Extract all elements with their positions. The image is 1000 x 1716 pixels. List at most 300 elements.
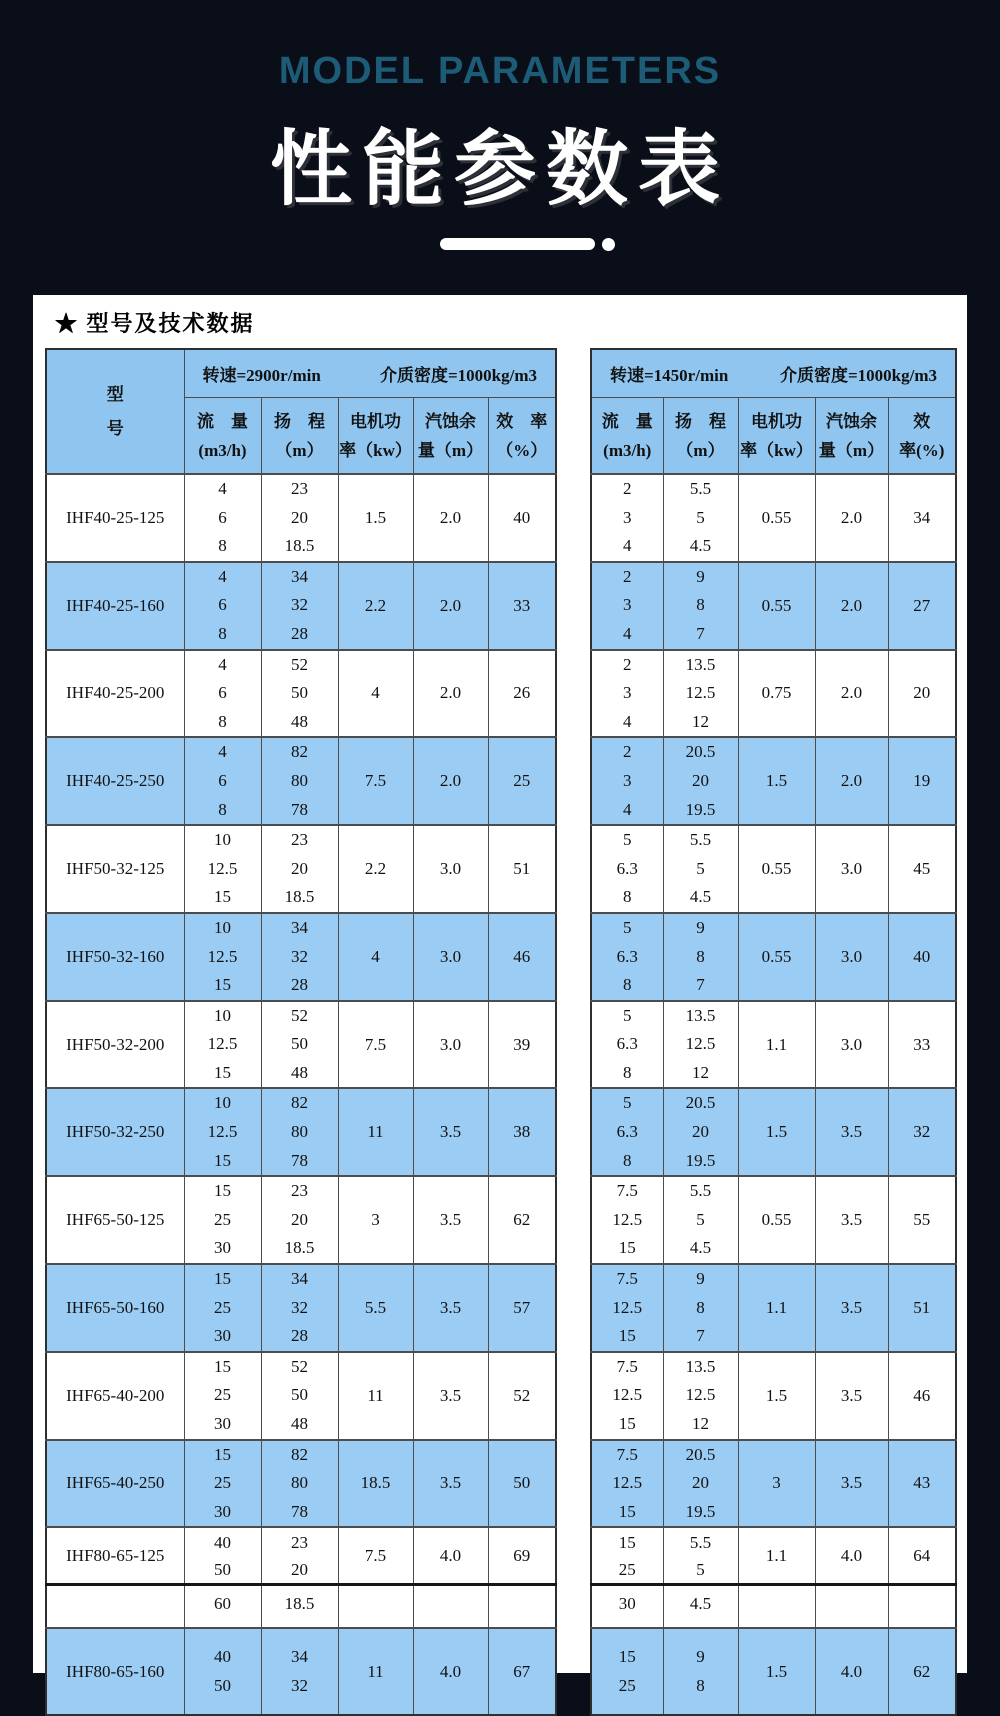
table-row — [46, 1176, 556, 1264]
model-cell: IHF50-32-250 — [46, 1088, 184, 1176]
table-row — [46, 913, 556, 1001]
flow-value: 15 — [618, 1414, 636, 1433]
head-value: 82 — [291, 742, 308, 762]
power-cell — [338, 1584, 413, 1628]
flow-value: 12.5 — [612, 1297, 643, 1317]
flow-value: 7.5 — [616, 1269, 638, 1289]
head-cell — [663, 913, 738, 1001]
head-cell — [261, 913, 338, 1001]
head-value: 48 — [291, 1414, 308, 1433]
flow-value: 25 — [618, 1675, 636, 1695]
head-cell — [663, 737, 738, 825]
model-cell: IHF80-65-125 — [46, 1527, 184, 1584]
npsh-cell: 2.0 — [413, 650, 488, 738]
table-row — [591, 737, 956, 825]
flow-value: 7.5 — [616, 1181, 638, 1201]
flow-cell — [591, 737, 663, 825]
table-row — [591, 1440, 956, 1528]
model-cell: IHF80-65-160 — [46, 1628, 184, 1715]
flow-value: 5 — [623, 1093, 632, 1113]
flow-cell — [591, 1001, 663, 1089]
head-value: 18.5 — [284, 536, 315, 556]
head-value: 13.5 — [685, 1005, 716, 1025]
flow-value: 15 — [618, 1647, 636, 1667]
column-header: 汽蚀余 量（m） — [815, 398, 888, 475]
npsh-cell: 3.5 — [815, 1352, 888, 1440]
flow-value: 15 — [214, 887, 231, 907]
power-cell: 11 — [338, 1352, 413, 1440]
npsh-cell: 3.5 — [413, 1440, 488, 1528]
npsh-cell: 3.5 — [413, 1352, 488, 1440]
flow-value: 15 — [618, 1501, 636, 1521]
power-cell: 1.5 — [738, 737, 815, 825]
head-value: 23 — [291, 1532, 308, 1552]
head-value: 12 — [692, 1062, 709, 1082]
flow-value: 3 — [623, 507, 632, 527]
head-cell — [663, 825, 738, 913]
head-value: 50 — [291, 1034, 308, 1054]
head-cell — [663, 562, 738, 650]
head-value: 13.5 — [685, 654, 716, 674]
table-row — [591, 1352, 956, 1440]
efficiency-cell: 19 — [888, 737, 956, 825]
flow-cell — [184, 913, 261, 1001]
head-value: 9 — [696, 917, 705, 937]
column-header: 电机功 率（kw） — [738, 398, 815, 475]
head-cell — [663, 1628, 738, 1715]
efficiency-cell: 32 — [888, 1088, 956, 1176]
power-cell: 0.55 — [738, 1176, 815, 1264]
npsh-cell: 3.0 — [413, 1001, 488, 1089]
head-value: 52 — [291, 654, 308, 674]
efficiency-cell: 43 — [888, 1440, 956, 1528]
head-cell — [663, 1176, 738, 1264]
flow-value: 2 — [623, 479, 632, 498]
efficiency-cell: 69 — [488, 1527, 556, 1584]
npsh-cell: 2.0 — [815, 737, 888, 825]
power-cell: 1.5 — [738, 1088, 815, 1176]
flow-value: 30 — [214, 1326, 231, 1346]
head-value: 28 — [291, 975, 308, 995]
head-cell — [261, 1264, 338, 1352]
head-value: 82 — [291, 1444, 308, 1464]
flow-cell — [591, 650, 663, 738]
flow-value: 6 — [218, 595, 227, 615]
column-header: 流 量 (m3/h) — [591, 398, 663, 475]
table-row — [46, 1440, 556, 1528]
flow-cell — [591, 1176, 663, 1264]
power-cell: 4 — [338, 650, 413, 738]
head-value: 4.5 — [689, 1238, 712, 1258]
head-value: 48 — [291, 1062, 308, 1082]
head-value: 20 — [291, 1559, 308, 1579]
flow-value: 8 — [623, 1062, 632, 1082]
section-title-label: 型号及技术数据 — [86, 311, 255, 336]
power-cell: 11 — [338, 1088, 413, 1176]
head-value: 12.5 — [685, 683, 716, 703]
flow-cell — [591, 1527, 663, 1584]
left-density-label: 介质密度=1000kg/m3 — [379, 366, 537, 385]
head-value: 7 — [696, 1326, 705, 1346]
power-cell: 1.5 — [738, 1628, 815, 1715]
npsh-cell: 4.0 — [413, 1628, 488, 1715]
efficiency-cell: 46 — [888, 1352, 956, 1440]
npsh-cell: 3.5 — [413, 1176, 488, 1264]
npsh-cell: 3.5 — [815, 1440, 888, 1528]
flow-cell — [184, 1527, 261, 1584]
head-value: 32 — [291, 1297, 308, 1317]
flow-cell — [184, 650, 261, 738]
model-cell: IHF40-25-250 — [46, 737, 184, 825]
head-cell — [261, 1088, 338, 1176]
head-value: 4.5 — [689, 1593, 712, 1613]
flow-value: 25 — [214, 1385, 231, 1405]
model-cell: IHF65-50-125 — [46, 1176, 184, 1264]
npsh-cell: 3.0 — [815, 825, 888, 913]
npsh-cell — [413, 1584, 488, 1628]
head-value: 20 — [291, 1209, 308, 1229]
flow-value: 8 — [218, 623, 227, 643]
flow-value: 8 — [623, 975, 632, 995]
head-cell — [663, 474, 738, 562]
model-header-line1: 型 — [106, 384, 124, 404]
column-header: 流 量 (m3/h) — [184, 398, 261, 475]
head-value: 20 — [291, 507, 308, 527]
power-cell: 0.55 — [738, 474, 815, 562]
model-cell: IHF40-25-125 — [46, 474, 184, 562]
table-row — [591, 825, 956, 913]
efficiency-cell: 39 — [488, 1001, 556, 1089]
npsh-cell: 4.0 — [815, 1628, 888, 1715]
flow-value: 8 — [623, 887, 632, 907]
head-value: 9 — [696, 1269, 705, 1289]
efficiency-cell — [488, 1584, 556, 1628]
flow-value: 6.3 — [616, 1034, 638, 1054]
flow-value: 4 — [218, 654, 227, 674]
head-value: 20 — [692, 770, 709, 790]
model-cell: IHF50-32-160 — [46, 913, 184, 1001]
head-value: 19.5 — [685, 1150, 716, 1170]
flow-cell — [591, 1628, 663, 1715]
head-value: 20 — [291, 858, 308, 878]
table-row — [591, 1527, 956, 1584]
flow-value: 30 — [214, 1414, 231, 1433]
head-value: 5 — [696, 858, 705, 878]
npsh-cell: 2.0 — [815, 562, 888, 650]
npsh-cell: 2.0 — [815, 650, 888, 738]
flow-value: 4 — [218, 566, 227, 586]
model-header-line2: 号 — [106, 418, 124, 438]
flow-cell — [591, 474, 663, 562]
flow-value: 4 — [623, 711, 632, 731]
right-density-label: 介质密度=1000kg/m3 — [779, 366, 937, 385]
head-value: 8 — [696, 946, 705, 966]
head-value: 12.5 — [685, 1385, 716, 1405]
power-cell: 3 — [338, 1176, 413, 1264]
right-conditions-header — [591, 349, 956, 398]
flow-value: 40 — [214, 1647, 231, 1667]
flow-cell — [184, 562, 261, 650]
flow-value: 4 — [623, 799, 632, 819]
table-row — [591, 562, 956, 650]
flow-value: 30 — [214, 1501, 231, 1521]
flow-cell — [591, 1584, 663, 1628]
flow-value: 15 — [214, 1356, 231, 1376]
table-row — [46, 474, 556, 562]
column-header: 汽蚀余 量（m） — [413, 398, 488, 475]
head-value: 12 — [692, 711, 709, 731]
flow-value: 6 — [218, 507, 227, 527]
flow-value: 40 — [214, 1532, 231, 1552]
head-cell — [261, 474, 338, 562]
efficiency-cell: 64 — [888, 1527, 956, 1584]
flow-value: 12.5 — [207, 946, 238, 966]
table-row — [46, 1088, 556, 1176]
head-value: 19.5 — [685, 1501, 716, 1521]
npsh-cell: 3.0 — [815, 913, 888, 1001]
head-value: 20.5 — [685, 742, 716, 762]
head-value: 78 — [291, 799, 308, 819]
head-value: 80 — [291, 1122, 308, 1142]
head-cell — [261, 650, 338, 738]
efficiency-cell: 50 — [488, 1440, 556, 1528]
efficiency-cell: 67 — [488, 1628, 556, 1715]
flow-value: 60 — [214, 1593, 231, 1613]
power-cell: 0.55 — [738, 562, 815, 650]
column-header: 扬 程 （m） — [663, 398, 738, 475]
head-value: 9 — [696, 566, 705, 586]
head-value: 50 — [291, 683, 308, 703]
flow-value: 8 — [623, 1150, 632, 1170]
head-value: 18.5 — [284, 1593, 315, 1613]
head-value: 23 — [291, 479, 308, 498]
head-value: 8 — [696, 595, 705, 615]
head-cell — [663, 1088, 738, 1176]
efficiency-cell: 62 — [488, 1176, 556, 1264]
head-cell — [261, 1527, 338, 1584]
head-value: 34 — [291, 566, 308, 586]
flow-value: 3 — [623, 770, 632, 790]
npsh-cell: 3.0 — [413, 913, 488, 1001]
efficiency-cell: 33 — [888, 1001, 956, 1089]
model-cell: IHF65-40-200 — [46, 1352, 184, 1440]
power-cell: 2.2 — [338, 825, 413, 913]
head-value: 52 — [291, 1356, 308, 1376]
flow-value: 10 — [214, 917, 231, 937]
flow-value: 12.5 — [207, 1122, 238, 1142]
head-value: 48 — [291, 711, 308, 731]
efficiency-cell: 51 — [488, 825, 556, 913]
flow-value: 5 — [623, 917, 632, 937]
head-cell — [663, 1527, 738, 1584]
table-1450rpm — [590, 348, 957, 1716]
power-cell: 1.5 — [338, 474, 413, 562]
head-cell — [261, 1440, 338, 1528]
table-row — [591, 1264, 956, 1352]
flow-value: 6 — [218, 683, 227, 703]
table-row — [591, 1628, 956, 1715]
table-row — [591, 474, 956, 562]
head-value: 23 — [291, 1181, 308, 1201]
table-2900rpm — [45, 348, 557, 1716]
npsh-cell: 2.0 — [413, 474, 488, 562]
head-value: 52 — [291, 1005, 308, 1025]
head-value: 19.5 — [685, 799, 716, 819]
table-row — [591, 913, 956, 1001]
power-cell: 1.1 — [738, 1264, 815, 1352]
flow-cell — [184, 1088, 261, 1176]
flow-value: 25 — [214, 1297, 231, 1317]
head-value: 20 — [692, 1122, 709, 1142]
power-cell: 7.5 — [338, 1527, 413, 1584]
data-panel — [33, 295, 967, 1695]
power-cell: 5.5 — [338, 1264, 413, 1352]
head-value: 9 — [696, 1647, 705, 1667]
flow-value: 4 — [623, 536, 632, 556]
npsh-cell: 3.5 — [413, 1264, 488, 1352]
npsh-cell: 3.5 — [815, 1176, 888, 1264]
npsh-cell: 3.5 — [815, 1264, 888, 1352]
table-row — [591, 1088, 956, 1176]
power-cell: 4 — [338, 913, 413, 1001]
head-value: 5.5 — [689, 479, 712, 498]
flow-cell — [184, 1001, 261, 1089]
head-cell — [663, 1584, 738, 1628]
efficiency-cell: 40 — [888, 913, 956, 1001]
npsh-cell: 3.0 — [815, 1001, 888, 1089]
table-row — [46, 1527, 556, 1584]
title-underline-dot — [602, 238, 615, 251]
flow-value: 2 — [623, 742, 632, 762]
flow-value: 30 — [618, 1593, 636, 1613]
efficiency-cell: 38 — [488, 1088, 556, 1176]
star-icon: ★ — [55, 311, 80, 336]
flow-value: 7.5 — [616, 1444, 638, 1464]
flow-value: 3 — [623, 683, 632, 703]
power-cell: 2.2 — [338, 562, 413, 650]
head-cell — [663, 1001, 738, 1089]
npsh-cell: 3.5 — [413, 1088, 488, 1176]
flow-value: 12.5 — [612, 1473, 643, 1493]
flow-value: 15 — [214, 1444, 231, 1464]
head-value: 80 — [291, 1473, 308, 1493]
table-row — [46, 1352, 556, 1440]
flow-cell — [184, 825, 261, 913]
table-row — [591, 1176, 956, 1264]
head-value: 5.5 — [689, 830, 712, 850]
npsh-cell: 2.0 — [413, 737, 488, 825]
flow-cell — [184, 1584, 261, 1628]
head-value: 23 — [291, 830, 308, 850]
page-title-en: MODEL PARAMETERS — [278, 50, 722, 92]
column-header: 效 率(%) — [888, 398, 956, 475]
flow-value: 15 — [214, 1150, 231, 1170]
head-cell — [663, 1352, 738, 1440]
flow-value: 25 — [214, 1209, 231, 1229]
flow-value: 15 — [618, 1238, 636, 1258]
efficiency-cell: 40 — [488, 474, 556, 562]
flow-value: 7.5 — [616, 1356, 638, 1376]
flow-cell — [591, 1264, 663, 1352]
head-value: 5.5 — [689, 1532, 712, 1552]
head-cell — [261, 1628, 338, 1715]
head-value: 78 — [291, 1150, 308, 1170]
power-cell: 7.5 — [338, 1001, 413, 1089]
efficiency-cell: 62 — [888, 1628, 956, 1715]
efficiency-cell: 20 — [888, 650, 956, 738]
head-cell — [663, 1440, 738, 1528]
column-header: 效 率 （%） — [488, 398, 556, 475]
head-value: 4.5 — [689, 536, 712, 556]
flow-cell — [591, 562, 663, 650]
head-cell — [261, 737, 338, 825]
title-underline-bar — [440, 238, 595, 250]
section-title — [55, 307, 255, 338]
flow-value: 30 — [214, 1238, 231, 1258]
head-cell — [261, 1584, 338, 1628]
npsh-cell: 4.0 — [815, 1527, 888, 1584]
head-value: 20.5 — [685, 1093, 716, 1113]
power-cell: 18.5 — [338, 1440, 413, 1528]
flow-value: 10 — [214, 1005, 231, 1025]
table-row — [46, 1628, 556, 1715]
power-cell: 0.55 — [738, 913, 815, 1001]
efficiency-cell: 25 — [488, 737, 556, 825]
flow-cell — [184, 737, 261, 825]
flow-value: 15 — [214, 1269, 231, 1289]
flow-value: 5 — [623, 830, 632, 850]
power-cell: 0.75 — [738, 650, 815, 738]
flow-value: 6.3 — [616, 1122, 638, 1142]
head-value: 34 — [291, 1647, 308, 1667]
flow-cell — [591, 913, 663, 1001]
flow-value: 15 — [618, 1532, 636, 1552]
flow-cell — [184, 1352, 261, 1440]
power-cell — [738, 1584, 815, 1628]
flow-cell — [591, 1352, 663, 1440]
head-value: 32 — [291, 595, 308, 615]
left-speed-label: 转速=2900r/min — [202, 366, 321, 385]
head-value: 78 — [291, 1501, 308, 1521]
efficiency-cell: 27 — [888, 562, 956, 650]
table-row — [46, 562, 556, 650]
flow-cell — [184, 1176, 261, 1264]
flow-cell — [184, 1628, 261, 1715]
power-cell: 1.5 — [738, 1352, 815, 1440]
head-value: 32 — [291, 1675, 308, 1695]
head-value: 28 — [291, 1326, 308, 1346]
head-value: 5 — [696, 1559, 705, 1579]
model-cell: IHF50-32-125 — [46, 825, 184, 913]
efficiency-cell: 51 — [888, 1264, 956, 1352]
table-row — [46, 737, 556, 825]
model-column-header — [46, 349, 184, 474]
flow-cell — [591, 1440, 663, 1528]
model-cell: IHF65-50-160 — [46, 1264, 184, 1352]
table-row — [46, 1584, 556, 1628]
power-cell: 7.5 — [338, 737, 413, 825]
table-row — [46, 650, 556, 738]
flow-cell — [184, 1264, 261, 1352]
efficiency-cell: 45 — [888, 825, 956, 913]
flow-value: 12.5 — [612, 1385, 643, 1405]
efficiency-cell — [888, 1584, 956, 1628]
flow-value: 12.5 — [612, 1209, 643, 1229]
flow-value: 2 — [623, 654, 632, 674]
flow-value: 15 — [214, 975, 231, 995]
flow-cell — [184, 1440, 261, 1528]
flow-value: 4 — [623, 623, 632, 643]
